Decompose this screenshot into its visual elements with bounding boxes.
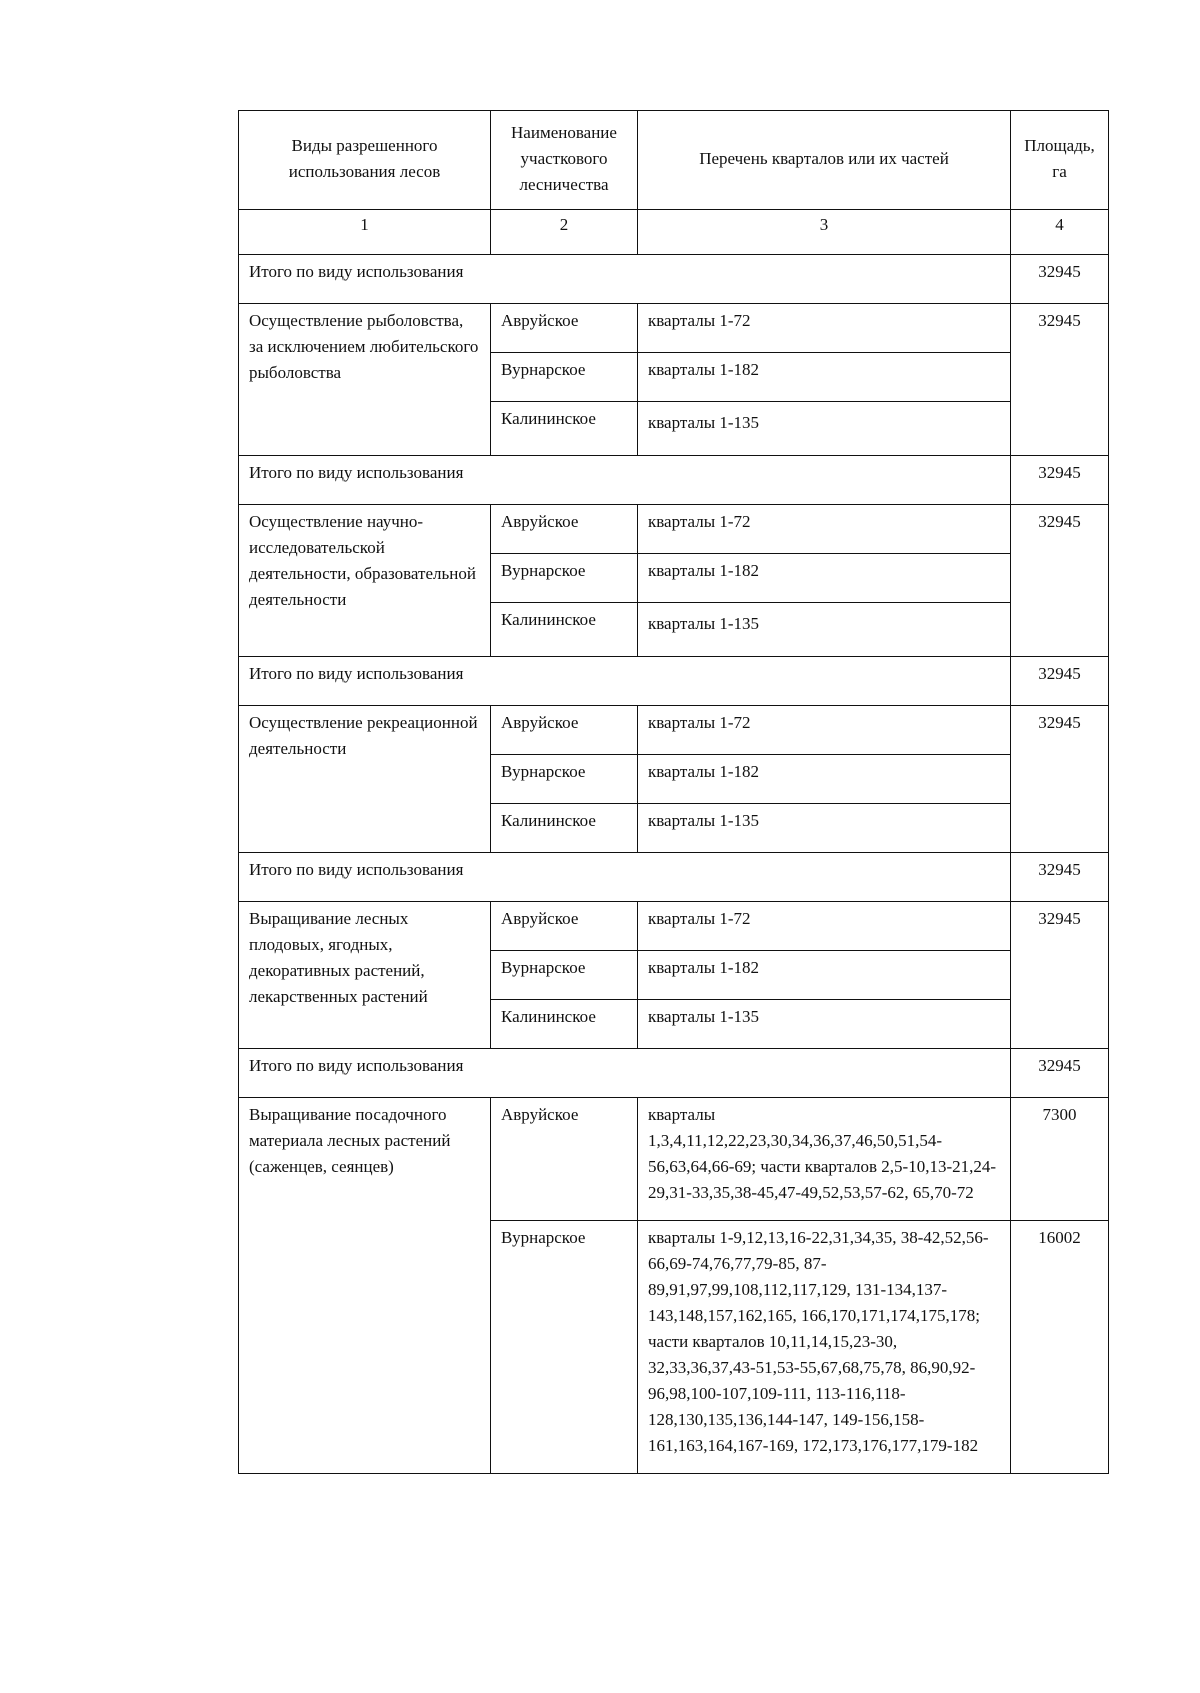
area-value: 7300 <box>1011 1098 1109 1221</box>
quarters-list: кварталы 1-135 <box>638 402 1011 456</box>
total-row <box>239 255 1109 304</box>
quarters-list: кварталы 1-135 <box>638 603 1011 657</box>
forestry-name: Калининское <box>491 804 638 853</box>
forestry-name: Калининское <box>491 1000 638 1049</box>
forestry-name: Калининское <box>491 603 638 657</box>
forestry-name: Авруйское <box>491 505 638 554</box>
table-row <box>239 902 1109 951</box>
forestry-name: Авруйское <box>491 902 638 951</box>
header-forestry: Наименование участкового лесничества <box>491 111 638 210</box>
use-type: Выращивание посадочного материала лесных растений (саженцев, сеянцев) <box>239 1098 491 1474</box>
total-label: Итого по виду использования <box>239 853 1011 902</box>
table-row <box>239 1098 1109 1221</box>
column-number: 3 <box>638 210 1011 255</box>
total-area: 32945 <box>1011 1049 1109 1098</box>
total-area: 32945 <box>1011 456 1109 505</box>
area-value: 32945 <box>1011 304 1109 456</box>
quarters-list: кварталы 1-135 <box>638 804 1011 853</box>
quarters-list: кварталы 1-72 <box>638 304 1011 353</box>
quarters-list: кварталы 1-182 <box>638 554 1011 603</box>
quarters-list: кварталы 1-182 <box>638 353 1011 402</box>
forestry-name: Авруйское <box>491 1098 638 1221</box>
quarters-list: кварталы 1-182 <box>638 755 1011 804</box>
total-label: Итого по виду использования <box>239 1049 1011 1098</box>
use-type: Выращивание лесных плодовых, ягодных, декоративных растений, лекарственных растений <box>239 902 491 1049</box>
use-type: Осуществление рекреационной деятельности <box>239 706 491 853</box>
area-value: 32945 <box>1011 902 1109 1049</box>
total-row <box>239 456 1109 505</box>
total-label: Итого по виду использования <box>239 255 1011 304</box>
table-header-row <box>239 111 1109 210</box>
quarters-list: кварталы 1-72 <box>638 505 1011 554</box>
quarters-list: кварталы 1-9,12,13,16-22,31,34,35, 38-42,52,56-66,69-74,76,77,79-85, 87-89,91,97,99,108,112,117,129, 131-134,137-143,148,157,162,165, 166,170,171,174,175,178; части кварталов 10,11,14,15,23-30, 32,33,36,37,43-51,53-55,67,68,75,78, 86,90,92-96,98,100-107,109-111, 113-116,118-128,130,135,136,144-147, 149-156,158-161,163,164,167-169, 172,173,176,177,179-182 <box>638 1221 1011 1474</box>
total-row <box>239 1049 1109 1098</box>
quarters-list: кварталы 1-72 <box>638 902 1011 951</box>
use-type: Осуществление научно-исследовательской деятельности, образовательной деятельности <box>239 505 491 657</box>
forestry-name: Авруйское <box>491 706 638 755</box>
total-label: Итого по виду использования <box>239 456 1011 505</box>
total-area: 32945 <box>1011 853 1109 902</box>
total-area: 32945 <box>1011 657 1109 706</box>
total-row <box>239 657 1109 706</box>
total-label: Итого по виду использования <box>239 657 1011 706</box>
forest-use-table <box>238 110 1109 1474</box>
forestry-name: Авруйское <box>491 304 638 353</box>
area-value: 16002 <box>1011 1221 1109 1474</box>
use-type: Осуществление рыболовства, за исключением любительского рыболовства <box>239 304 491 456</box>
forestry-name: Вурнарское <box>491 554 638 603</box>
column-number: 1 <box>239 210 491 255</box>
quarters-list: кварталы 1-72 <box>638 706 1011 755</box>
header-use-type: Виды разрешенного использования лесов <box>239 111 491 210</box>
header-quarters: Перечень кварталов или их частей <box>638 111 1011 210</box>
column-number: 2 <box>491 210 638 255</box>
header-area: Площадь, га <box>1011 111 1109 210</box>
column-number-row <box>239 210 1109 255</box>
area-value: 32945 <box>1011 505 1109 657</box>
forestry-name: Калининское <box>491 402 638 456</box>
table-row <box>239 505 1109 554</box>
forestry-name: Вурнарское <box>491 755 638 804</box>
forestry-name: Вурнарское <box>491 1221 638 1474</box>
column-number: 4 <box>1011 210 1109 255</box>
forestry-name: Вурнарское <box>491 353 638 402</box>
quarters-list: кварталы 1-135 <box>638 1000 1011 1049</box>
quarters-list: кварталы 1,3,4,11,12,22,23,30,34,36,37,46,50,51,54-56,63,64,66-69; части кварталов 2,5-10,13-21,24-29,31-33,35,38-45,47-49,52,53,57-62, 65,70-72 <box>638 1098 1011 1221</box>
quarters-list: кварталы 1-182 <box>638 951 1011 1000</box>
total-area: 32945 <box>1011 255 1109 304</box>
forestry-name: Вурнарское <box>491 951 638 1000</box>
table-row <box>239 706 1109 755</box>
table-row <box>239 304 1109 353</box>
area-value: 32945 <box>1011 706 1109 853</box>
total-row <box>239 853 1109 902</box>
